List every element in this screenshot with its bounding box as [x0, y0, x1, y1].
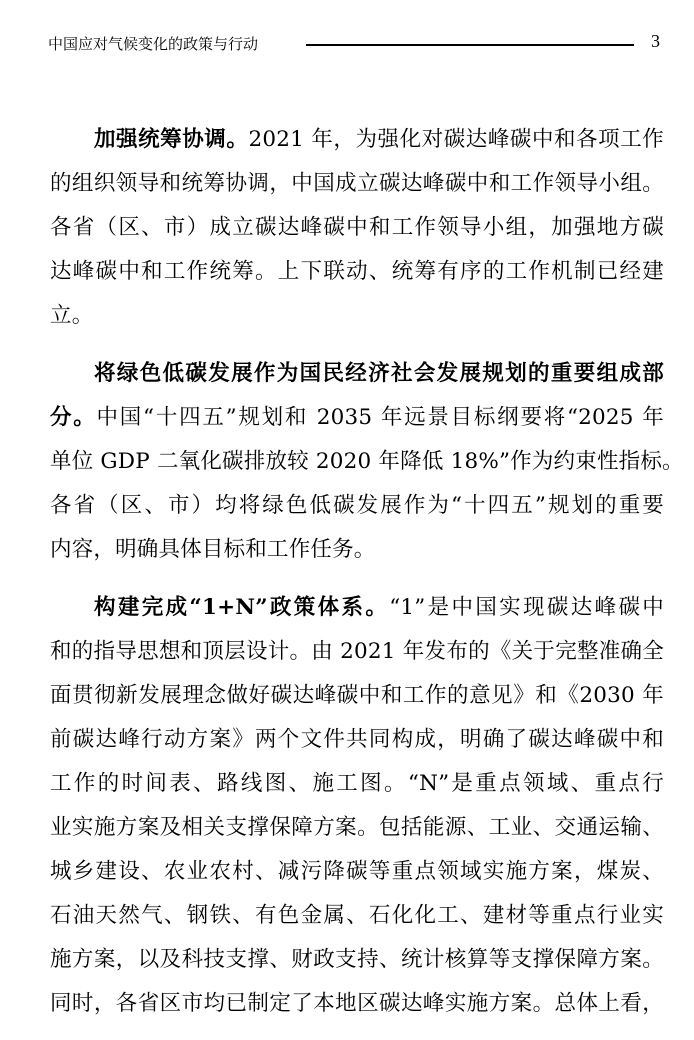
page-number: 3 — [651, 31, 660, 51]
text-line: 施方案，以及科技支撑、财政支持、统计核算等支撑保障方案。 — [50, 947, 664, 972]
text-line: 石油天然气、钢铁、有色金属、石化化工、建材等重点行业实 — [50, 903, 664, 928]
text-line: 面贯彻新发展理念做好碳达峰碳中和工作的意见》和《2030 年 — [50, 683, 664, 708]
text-line — [50, 352, 664, 396]
text-line: 达峰碳中和工作统筹。上下联动、统筹有序的工作机制已经建 — [50, 259, 664, 284]
text-line: 业实施方案及相关支撑保障方案。包括能源、工业、交通运输、 — [50, 815, 664, 840]
line-text: 中国“十四五”规划和 2035 年远景目标纲要将“2025 年 — [96, 405, 664, 430]
text-line: 单位 GDP 二氧化碳排放较 2020 年降低 18%”作为约束性指标。 — [50, 449, 684, 474]
line-text: 2021 年，为强化对碳达峰碳中和各项工作 — [248, 127, 664, 152]
header-rule — [306, 44, 634, 46]
paragraph — [50, 118, 664, 338]
text-line: 各省（区、市）均将绿色低碳发展作为“十四五”规划的重要 — [50, 493, 664, 518]
paragraph — [50, 352, 684, 572]
text-line: 内容，明确具体目标和工作任务。 — [50, 537, 376, 562]
text-line: 的组织领导和统筹协调，中国成立碳达峰碳中和工作领导小组。 — [50, 171, 664, 196]
text-line: 城乡建设、农业农村、减污降碳等重点领域实施方案，煤炭、 — [50, 859, 664, 884]
text-line — [50, 396, 664, 440]
bold-lead: 加强统筹协调。 — [94, 127, 249, 152]
running-header — [48, 30, 664, 58]
bold-lead: 分。 — [50, 405, 97, 430]
text-line — [50, 118, 664, 162]
text-line: 工作的时间表、路线图、施工图。“N”是重点领域、重点行 — [50, 771, 664, 796]
line-text: “1”是中国实现碳达峰碳中 — [389, 595, 664, 620]
paragraph — [50, 586, 664, 1026]
text-line: 和的指导思想和顶层设计。由 2021 年发布的《关于完整准确全 — [50, 639, 664, 664]
bold-lead: 将绿色低碳发展作为国民经济社会发展规划的重要组成部 — [94, 361, 664, 386]
text-line: 各省（区、市）成立碳达峰碳中和工作领导小组，加强地方碳 — [50, 215, 664, 240]
header-title: 中国应对气候变化的政策与行动 — [48, 35, 259, 53]
text-line: 立。 — [50, 303, 94, 328]
bold-lead: 构建完成“1+N”政策体系。 — [94, 595, 390, 620]
text-line: 前碳达峰行动方案》两个文件共同构成，明确了碳达峰碳中和 — [50, 727, 664, 752]
body-text — [50, 118, 684, 1040]
text-line: 同时，各省区市均已制定了本地区碳达峰实施方案。总体上看， — [50, 991, 664, 1016]
text-line — [50, 586, 664, 630]
